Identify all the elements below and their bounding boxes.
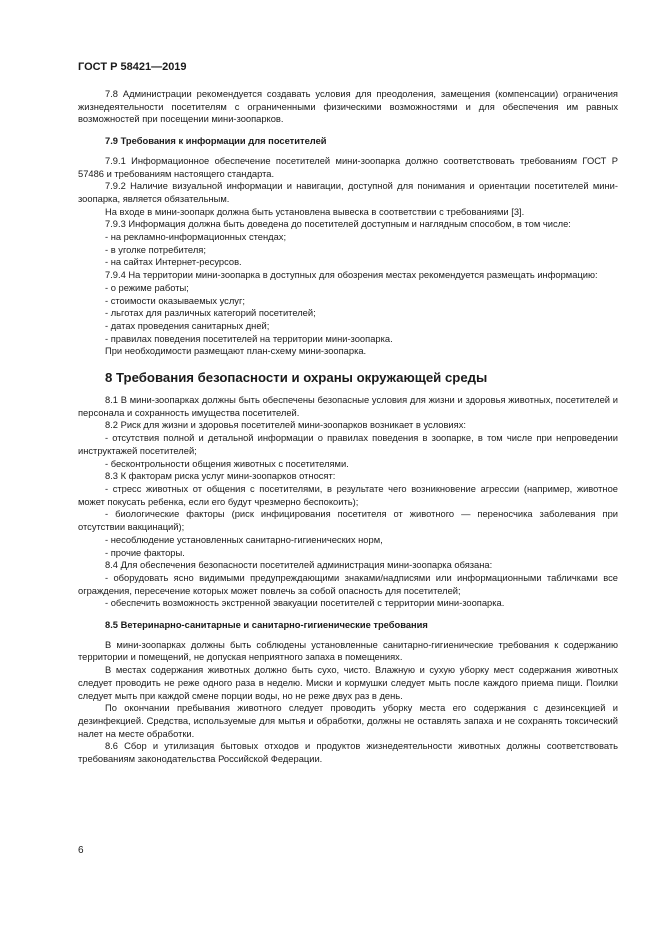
list-item: - о режиме работы; [105,282,189,293]
paragraph-8-5-b: В местах содержания животных должно быть сухо, чисто. Влажную и сухую уборку мест содержания животных следует проводить не реже одного раза в неделю. Миски и кормушки следует мыть после каждого приема пищи. Поилки следует мыть при каждой смене порции воды, но не реже двух раз в день. [78,665,618,701]
page-content [78,88,618,766]
paragraph-8-5-a: В мини-зоопарках должны быть соблюдены установленные санитарно-гигиенические требования к содержанию территории и помещений, не допуская неприятного запаха в помещениях. [78,639,618,663]
paragraph-8-3-a: - стресс животных от общения с посетителями, в результате чего возникновение агрессии (например, животное может покусать ребенка, если его будут чрезмерно беспокоить); [78,483,618,507]
paragraph-7-9-1: 7.9.1 Информационное обеспечение посетителей мини-зоопарка должно соответствовать требованиям ГОСТ Р 57486 и требованиям настоящего стандарта. [78,155,618,179]
paragraph-8-1: 8.1 В мини-зоопарках должны быть обеспечены безопасные условия для жизни и здоровья животных, посетителей и персонала и сохранность имущества посетителей. [78,395,618,418]
paragraph-7-9-3: 7.9.3 Информация должна быть доведена до посетителей доступным и наглядным способом, в том числе: [105,219,571,230]
paragraph-7-8: 7.8 Администрации рекомендуется создавать условия для преодоления, замещения (компенсации) ограничения жизнедеятельности посетителям с ограниченными физическими возможностями и для обеспечения им равных возможностей при посещении мини-зоопарков. [78,89,618,125]
heading-8: 8 Требования безопасности и охраны окружающей среды [105,370,488,386]
heading-7-9: 7.9 Требования к информации для посетителей [105,136,327,147]
paragraph-7-9-2: 7.9.2 Наличие визуальной информации и навигации, доступной для понимания и ориентации посетителей мини-зоопарка, является обязательным. [78,181,618,204]
paragraph-8-2-a: - отсутствия полной и детальной информации о правилах поведения в зоопарке, в том числе при непроведении инструктажей посетителей; [78,433,618,456]
paragraph-8-4: 8.4 Для обеспечения безопасности посетителей администрация мини-зоопарка обязана: [105,560,493,571]
paragraph-8-5-c: По окончании пребывания животного следует проводить уборку места его содержания с дезинсекцией и дезинфекцией. Средства, используемые для мытья и обработки, должны не оставлять запаха и не сохранять токсический налет на месте обработки. [78,703,618,739]
paragraph-8-2: 8.2 Риск для жизни и здоровья посетителей мини-зоопарков возникает в условиях: [105,420,466,431]
paragraph-7-9-4: 7.9.4 На территории мини-зоопарка в доступных для обозрения местах рекомендуется размещать информацию: [105,270,598,281]
list-item: - стоимости оказываемых услуг; [105,295,245,306]
paragraph-8-6: 8.6 Сбор и утилизация бытовых отходов и продуктов жизнедеятельности животных должны соответствовать требованиям законодательства Российской Федерации. [78,741,618,765]
heading-8-5: 8.5 Ветеринарно-санитарные и санитарно-гигиенические требования [105,620,428,631]
document-header: ГОСТ Р 58421—2019 [78,61,187,73]
paragraph-8-3-b: - биологические факторы (риск инфицирования посетителя от животного — переносчика заболевания при отсутствии вакцинаций); [78,509,618,533]
list-item: - на рекламно-информационных стендах; [105,232,287,243]
page-number: 6 [78,845,84,856]
paragraph-8-4-b: - обеспечить возможность экстренной эвакуации посетителей с территории мини-зоопарка. [105,598,505,609]
paragraph-8-2-b: - бесконтрольности общения животных с посетителями. [105,458,349,469]
paragraph-8-3-c: - несоблюдение установленных санитарно-гигиенических норм, [105,534,383,545]
paragraph-sign: На входе в мини-зоопарк должна быть установлена вывеска в соответствии с требованиями [3]. [105,206,525,217]
list-item: - в уголке потребителя; [105,244,206,255]
list-item: - льготах для различных категорий посетителей; [105,308,316,319]
paragraph-8-3: 8.3 К факторам риска услуг мини-зоопарков относят: [105,471,336,482]
list-item: - на сайтах Интернет-ресурсов. [105,257,242,268]
paragraph-plan: При необходимости размещают план-схему мини-зоопарка. [105,346,367,357]
paragraph-8-4-a: - оборудовать ясно видимыми предупреждающими знаками/надписями или информационными табличками все ограждения, пересечение которых может повлечь за собой опасность для посетителей; [78,572,618,596]
paragraph-8-3-d: - прочие факторы. [105,547,185,558]
list-item: - правилах поведения посетителей на территории мини-зоопарка. [105,333,393,344]
list-item: - датах проведения санитарных дней; [105,320,270,331]
